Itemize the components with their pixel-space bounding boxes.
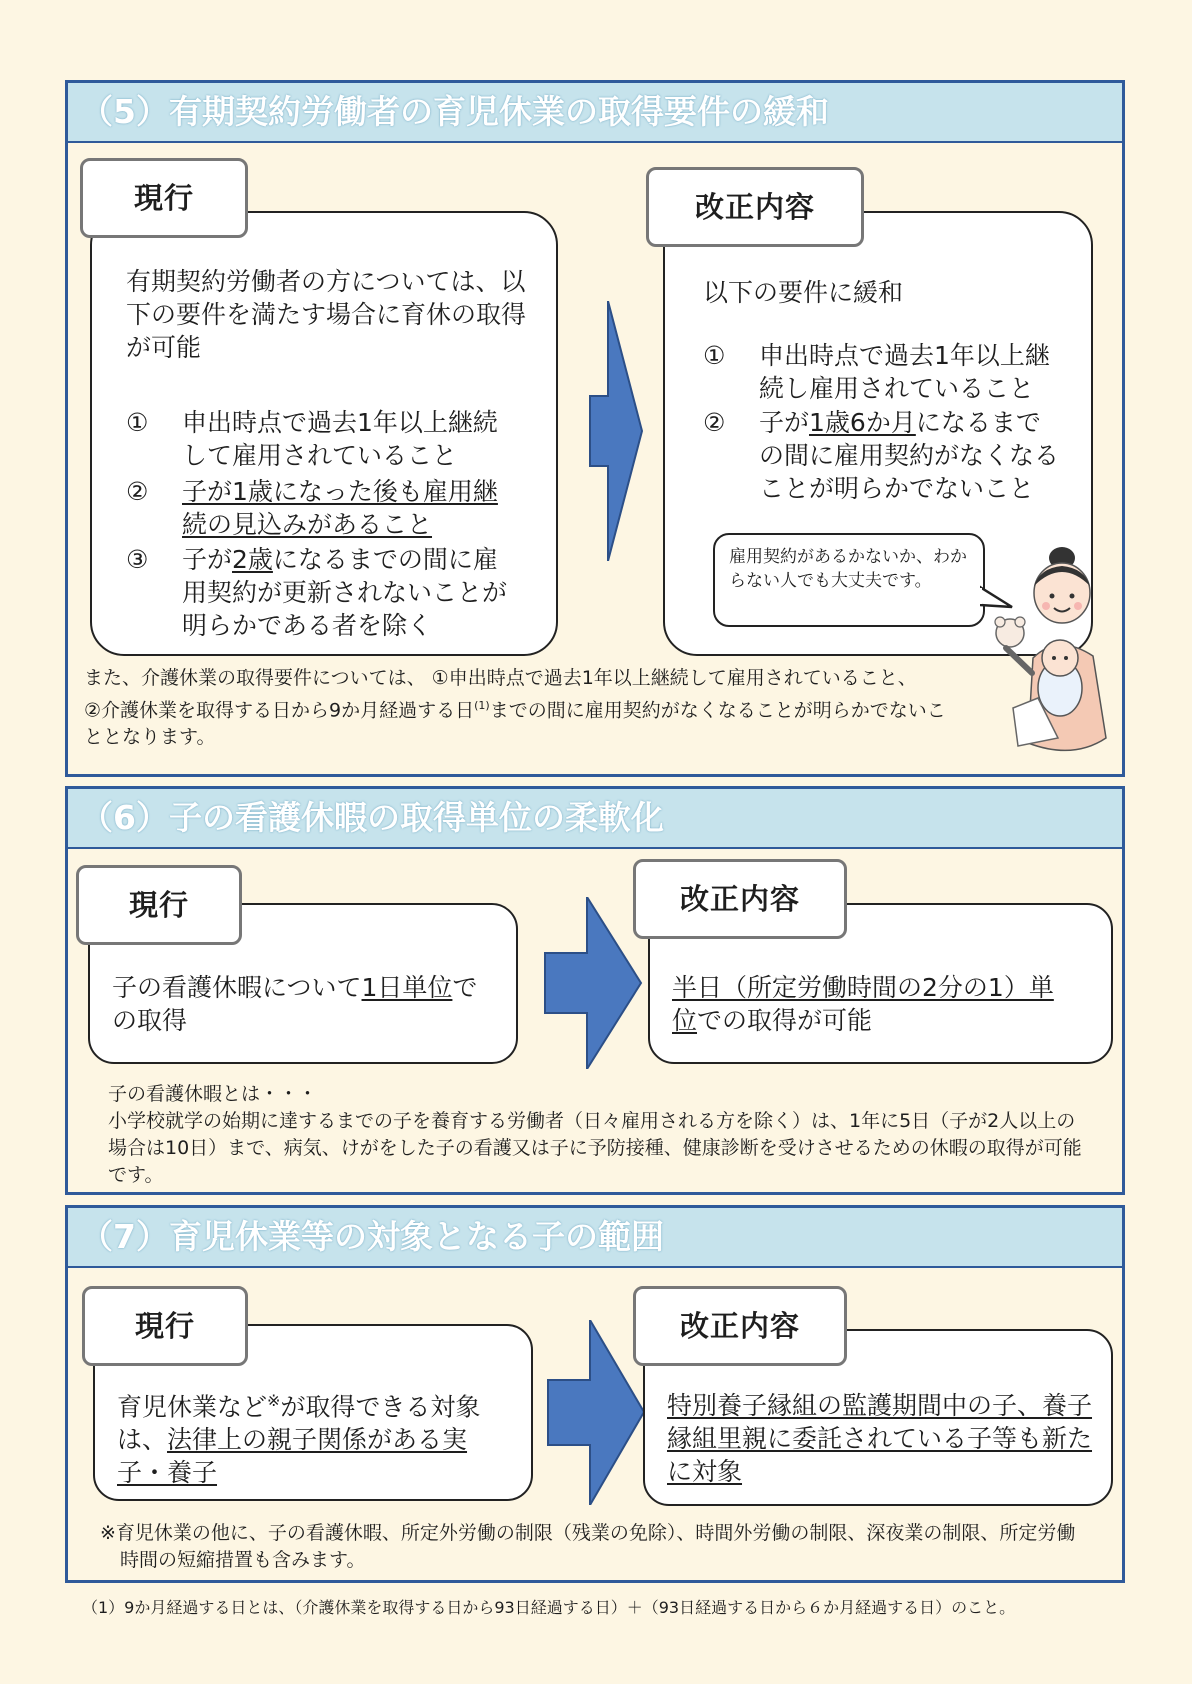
speech-bubble: 雇用契約があるかないか、わからない人でも大丈夫です。 <box>713 533 985 627</box>
section-5-note: また、介護休業の取得要件については、 ①申出時点で過去1年以上継続して雇用されていること、 ②介護休業を取得する日から9か月経過する日$^{(1)}$までの間に雇用契約がなくなることが明らかでないこととなります。 <box>84 667 946 749</box>
current-text: 子の看護休暇について1日単位での取得 <box>112 973 478 1035</box>
section-6 <box>65 786 1125 1195</box>
item-number: ③ <box>126 545 149 574</box>
item-text: 申出時点で過去1年以上継続して雇用されていること <box>182 408 498 470</box>
item-number: ② <box>126 477 149 506</box>
revised-label: 改正内容 <box>633 859 847 939</box>
section-7-title: （7）育児休業等の対象となる子の範囲 <box>68 1208 1122 1268</box>
right-arrow-icon <box>543 897 643 1069</box>
section-7-note: ※育児休業の他に、子の看護休暇、所定外労働の制限（残業の免除）、時間外労働の制限、深夜業の制限、所定労働時間の短縮措置も含みます。 <box>100 1522 1076 1571</box>
section-6-note: 子の看護休暇とは・・・ 小学校就学の始期に達するまでの子を養育する労働者（日々雇用される方を除く）は、1年に5日（子が2人以上の場合は10日）まで、病気、けがをした子の看護又は子に予防接種、健康診断を受けさせるための休暇の取得が可能です。 <box>108 1083 1082 1186</box>
item-number: ② <box>703 408 726 437</box>
section-7 <box>65 1205 1125 1583</box>
revised-text: 半日（所定労働時間の2分の1）単 位での取得が可能 <box>672 973 1054 1035</box>
item-number: ① <box>126 408 149 437</box>
item-text: 申出時点で過去1年以上継続し雇用されていること <box>759 341 1050 403</box>
section-5 <box>65 80 1125 777</box>
item-text: 子が2歳になるまでの間に雇用契約が更新されないことが明らかである者を除く <box>182 545 508 640</box>
section-5-title: （5）有期契約労働者の育児休業の取得要件の緩和 <box>68 83 1122 143</box>
current-label: 現行 <box>76 865 242 945</box>
current-label: 現行 <box>82 1286 248 1366</box>
section-6-title: （6）子の看護休暇の取得単位の柔軟化 <box>68 789 1122 849</box>
revised-text: 特別養子縁組の監護期間中の子、養子縁組里親に委託されている子等も新たに対象 <box>667 1391 1093 1486</box>
item-text: 子が1歳になった後も雇用継続の見込みがあること <box>182 477 498 539</box>
mother-baby-illustration <box>988 538 1123 763</box>
current-text: 育児休業など※が取得できる対象は、法律上の親子関係がある実子・養子 <box>117 1391 481 1488</box>
item-number: ① <box>703 341 726 370</box>
right-arrow-icon <box>586 301 644 561</box>
item-text: 子が1歳6か月になるまでの間に雇用契約がなくなることが明らかでないこと <box>759 408 1060 503</box>
current-box <box>90 211 558 656</box>
current-intro: 有期契約労働者の方については、以下の要件を満たす場合に育休の取得が可能 <box>126 267 527 362</box>
revised-intro: 以下の要件に緩和 <box>703 278 904 307</box>
right-arrow-icon <box>546 1320 646 1505</box>
current-label: 現行 <box>80 158 248 238</box>
revised-label: 改正内容 <box>633 1286 847 1366</box>
footnote: （1）9か月経過する日とは、（介護休業を取得する日から93日経過する日）＋（93日経過する日から６か月経過する日）のこと。 <box>82 1598 1016 1617</box>
revised-label: 改正内容 <box>646 167 864 247</box>
